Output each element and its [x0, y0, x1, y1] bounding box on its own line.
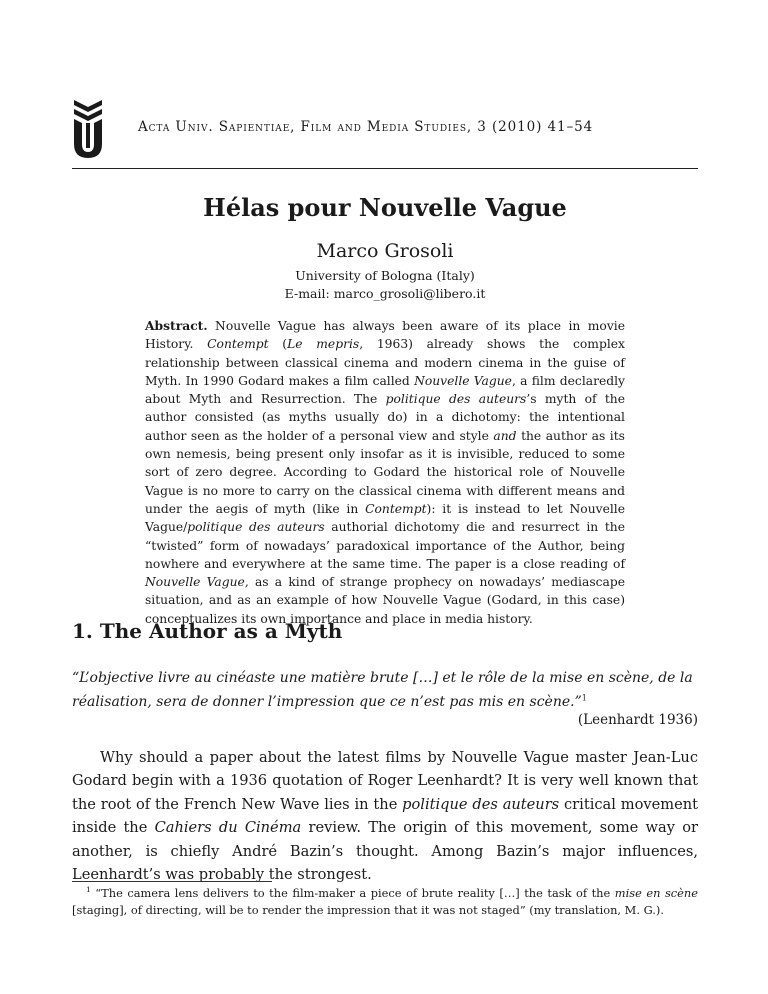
- epigraph-citation: (Leenhardt 1936): [577, 712, 698, 728]
- text-run: review. The origin of this movement, some way or another, is chiefly André Bazin’s thought. Among Bazin’s major influences, Leenhardt’s was probably the strongest.: [72, 819, 698, 884]
- text-run: , a film declaredly about Myth and Resurrection. The: [145, 373, 625, 407]
- text-run: , 1963) already shows the complex relationship between classical cinema and modern cinema in the guise of Myth. In 1990 Godard makes a film called: [145, 337, 625, 388]
- text-run: “The camera lens delivers to the film-maker a piece of brute reality […] the task of the: [90, 886, 615, 900]
- text-run: critical movement inside the: [72, 795, 698, 837]
- journal-citation: Acta Univ. Sapientiae, Film and Media Studies, 3 (2010) 41–54: [138, 119, 594, 135]
- italic-text: and: [493, 428, 517, 443]
- italic-text: politique des auteurs: [385, 392, 527, 407]
- author-affiliation: [72, 267, 698, 303]
- article-title: Hélas pour Nouvelle Vague: [203, 193, 567, 222]
- footnote-text: [72, 886, 698, 917]
- footnote: [72, 885, 698, 919]
- text-run: Nouvelle Vague has always been aware of its place in movie History.: [145, 319, 625, 352]
- text-run: [staging], of directing, will be to render the impression that it was not staged” (my translation, M. G.).: [72, 903, 664, 917]
- footnote-number: 1: [86, 885, 91, 895]
- author-name: Marco Grosoli: [316, 240, 454, 262]
- text-run: authorial dichotomy die and resurrect in the “twisted” form of nowadays’ paradoxical importance of the Author, being nowhere and everywhere at the same time. The paper is a close reading of: [145, 520, 625, 571]
- italic-text: Cahiers du Cinéma: [154, 819, 302, 837]
- sapientia-logo-icon: [73, 100, 103, 158]
- text-run: , as a kind of strange prophecy on nowadays’ mediascape situation, and as an example of how Nouvelle Vague (Godard, in this case) conceptualizes its own importance and place in media history.: [145, 575, 626, 626]
- epigraph: [72, 667, 698, 714]
- text-run: ’s myth of the author consisted (as myths usually do) in a dichotomy: the intentional author seen as the holder of a personal view and style: [145, 392, 625, 443]
- italic-text: Contempt: [365, 501, 427, 516]
- text-run: Why should a paper about the latest films by Nouvelle Vague master Jean-Luc Godard begin with a 1936 quotation of Roger Leenhardt? It is very well known that the root of the French New Wave lies in the: [72, 749, 698, 813]
- italic-text: Nouvelle Vague: [414, 373, 512, 388]
- footnote-rule: [72, 881, 272, 882]
- email-line: E-mail: marco_grosoli@libero.it: [284, 286, 486, 301]
- abstract-label: Abstract.: [145, 318, 208, 333]
- italic-text: politique des auteurs: [187, 520, 325, 535]
- abstract: [145, 317, 625, 628]
- text-run: ): it is instead to let Nouvelle Vague/: [145, 501, 625, 535]
- epigraph-text: “L’objective livre au cinéaste une matière brute […] et le rôle de la mise en scène, de la réalisation, sera de donner l’impression que ce n’est pas mis en scène.”: [72, 670, 693, 710]
- body-paragraph: [72, 746, 698, 886]
- italic-text: Nouvelle Vague: [145, 575, 245, 590]
- footnote-ref: 1: [581, 692, 587, 702]
- italic-text: Contempt: [207, 337, 269, 352]
- italic-text: politique des auteurs: [402, 795, 560, 813]
- text-run: the author as its own nemesis, being present only insofar as it is invisible, reduced to some sort of zero degree. According to Godard the historical role of Nouvelle Vague is no more to carry on the classical cinema with different means and under the aegis of myth (like in: [145, 428, 625, 516]
- italic-text: Le mepris: [287, 337, 360, 352]
- text-run: (: [268, 337, 288, 352]
- affiliation-line: University of Bologna (Italy): [295, 268, 475, 283]
- italic-text: mise en scène: [614, 886, 698, 900]
- abstract-body: [145, 319, 625, 626]
- header-rule: [72, 168, 698, 169]
- section-heading: 1. The Author as a Myth: [72, 619, 343, 643]
